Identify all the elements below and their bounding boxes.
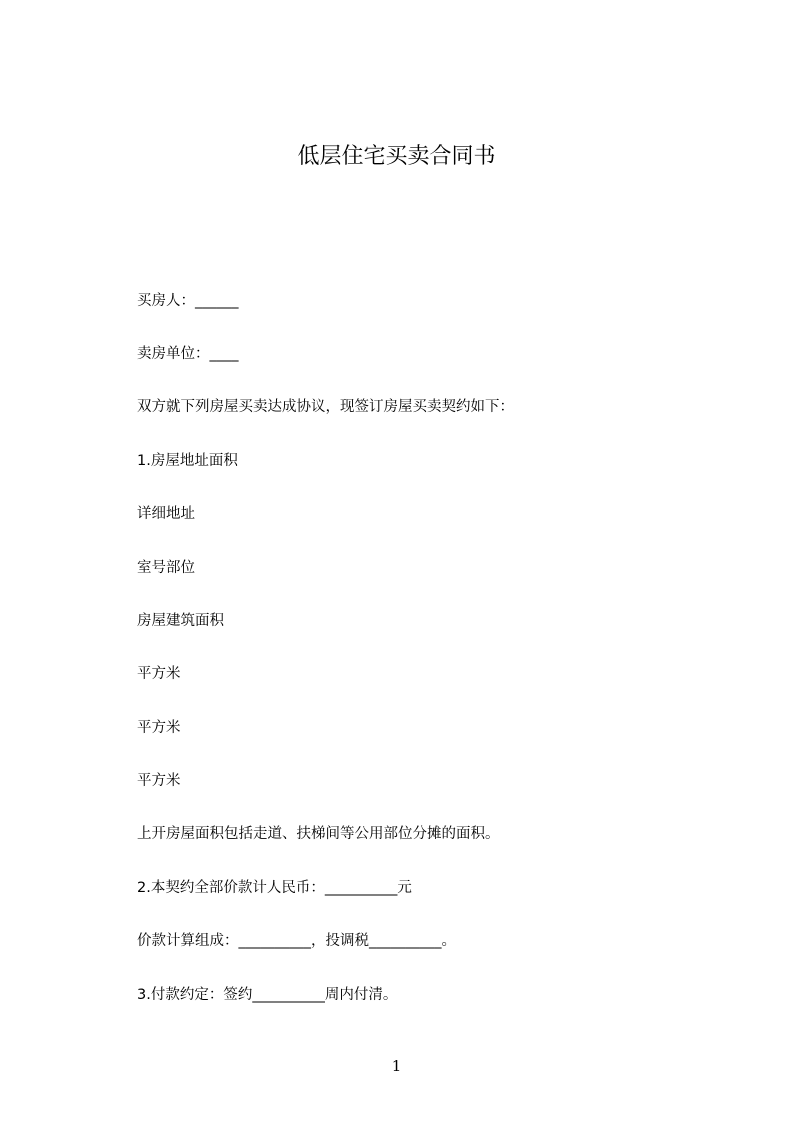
detailed-address-line: 详细地址 (137, 506, 195, 522)
clause-1-heading: 1.房屋地址面积 (137, 453, 238, 469)
price-composition-line: 价款计算组成：__________，投调税__________。 (137, 933, 456, 949)
shared-area-note-line: 上开房屋面积包括走道、扶梯间等公用部位分摊的面积。 (137, 826, 500, 842)
area-unit-line-2: 平方米 (137, 720, 181, 736)
agreement-intro-line: 双方就下列房屋买卖达成协议，现签订房屋买卖契约如下： (137, 399, 514, 415)
building-area-line: 房屋建筑面积 (137, 613, 224, 629)
buyer-line: 买房人：______ (137, 293, 239, 309)
document-title: 低层住宅买卖合同书 (297, 144, 496, 169)
area-unit-line-1: 平方米 (137, 666, 181, 682)
area-unit-line-3: 平方米 (137, 773, 181, 789)
clause-3-payment-line: 3.付款约定：签约__________周内付清。 (137, 987, 398, 1003)
clause-2-price-line: 2.本契约全部价款计人民币：__________元 (137, 880, 412, 896)
page-number: 1 (391, 1057, 402, 1075)
seller-line: 卖房单位：____ (137, 346, 239, 362)
room-location-line: 室号部位 (137, 560, 195, 576)
